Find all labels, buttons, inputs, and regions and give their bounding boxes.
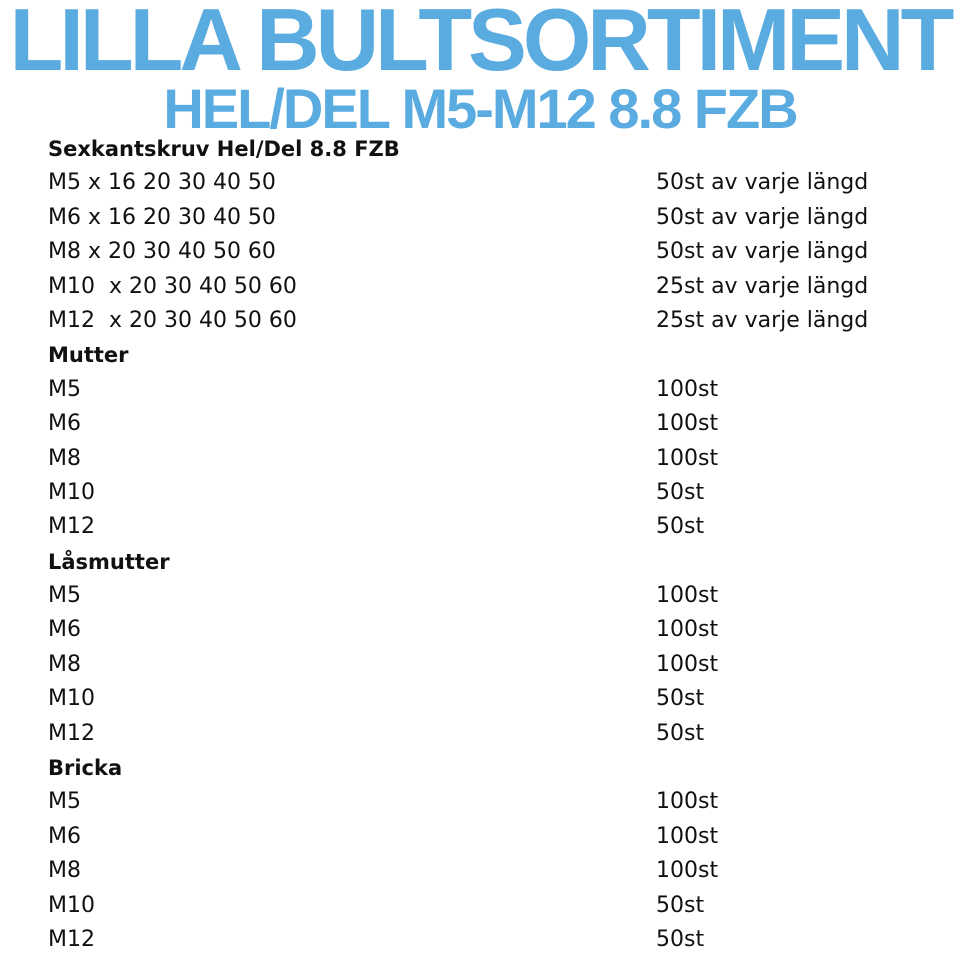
section-bricka: [48, 751, 928, 957]
item-spec: M8: [48, 651, 81, 677]
item-quantity: 50st av varje längd: [656, 170, 869, 196]
item-spec: M5: [48, 376, 81, 402]
item-quantity: 50st: [656, 926, 705, 952]
list-item: [48, 510, 928, 544]
item-spec: M6: [48, 411, 81, 437]
item-quantity: 100st: [656, 651, 719, 677]
item-spec: M10: [48, 892, 95, 918]
item-quantity: 100st: [656, 583, 719, 609]
section-heading: Mutter: [48, 343, 129, 368]
item-spec: M12: [48, 514, 95, 540]
item-spec: M5: [48, 583, 81, 609]
list-item: [48, 166, 928, 200]
item-quantity: 100st: [656, 617, 719, 643]
list-item: [48, 579, 928, 613]
section-heading: Bricka: [48, 756, 123, 781]
list-item: [48, 373, 928, 407]
item-spec: M5: [48, 789, 81, 815]
list-item: [48, 923, 928, 957]
item-quantity: 100st: [656, 445, 719, 471]
list-item: [48, 820, 928, 854]
section-lasmutter: [48, 545, 928, 751]
item-spec: M8: [48, 858, 81, 884]
item-spec: M8: [48, 445, 81, 471]
section-sexkantskruv: [48, 132, 928, 338]
item-quantity: 50st: [656, 720, 705, 746]
list-item: [48, 682, 928, 716]
item-quantity: 25st av varje längd: [656, 307, 869, 333]
item-quantity: 50st: [656, 479, 705, 505]
section-heading: Låsmutter: [48, 549, 170, 574]
item-quantity: 25st av varje längd: [656, 273, 869, 299]
page-title: LILLA BULTSORTIMENT: [9, 0, 951, 89]
item-quantity: 50st av varje längd: [656, 239, 869, 265]
item-spec: M12: [48, 926, 95, 952]
section-heading: Sexkantskruv Hel/Del 8.8 FZB: [48, 137, 400, 161]
item-quantity: 100st: [656, 376, 719, 402]
product-list: [48, 132, 928, 957]
item-spec: M10 x 20 30 40 50 60: [48, 273, 297, 299]
list-item: [48, 785, 928, 819]
item-spec: M6: [48, 823, 81, 849]
list-item: [48, 304, 928, 338]
list-item: [48, 854, 928, 888]
item-quantity: 50st: [656, 892, 705, 918]
item-spec: M12 x 20 30 40 50 60: [48, 307, 297, 333]
item-spec: M12: [48, 720, 95, 746]
list-item: [48, 442, 928, 476]
list-item: [48, 613, 928, 647]
item-spec: M8 x 20 30 40 50 60: [48, 239, 276, 265]
section-mutter: [48, 338, 928, 544]
list-item: [48, 717, 928, 751]
list-item: [48, 235, 928, 269]
list-item: [48, 270, 928, 304]
list-item: [48, 889, 928, 923]
item-spec: M10: [48, 686, 95, 712]
item-quantity: 100st: [656, 823, 719, 849]
item-quantity: 50st: [656, 686, 705, 712]
list-item: [48, 201, 928, 235]
page-subtitle: HEL/DEL M5-M12 8.8 FZB: [163, 77, 797, 140]
item-quantity: 50st av varje längd: [656, 204, 869, 230]
item-spec: M6 x 16 20 30 40 50: [48, 204, 276, 230]
list-item: [48, 476, 928, 510]
list-item: [48, 407, 928, 441]
item-spec: M6: [48, 617, 81, 643]
item-spec: M10: [48, 479, 95, 505]
list-item: [48, 648, 928, 682]
item-quantity: 100st: [656, 411, 719, 437]
item-quantity: 100st: [656, 789, 719, 815]
item-quantity: 50st: [656, 514, 705, 540]
item-quantity: 100st: [656, 858, 719, 884]
item-spec: M5 x 16 20 30 40 50: [48, 170, 276, 196]
